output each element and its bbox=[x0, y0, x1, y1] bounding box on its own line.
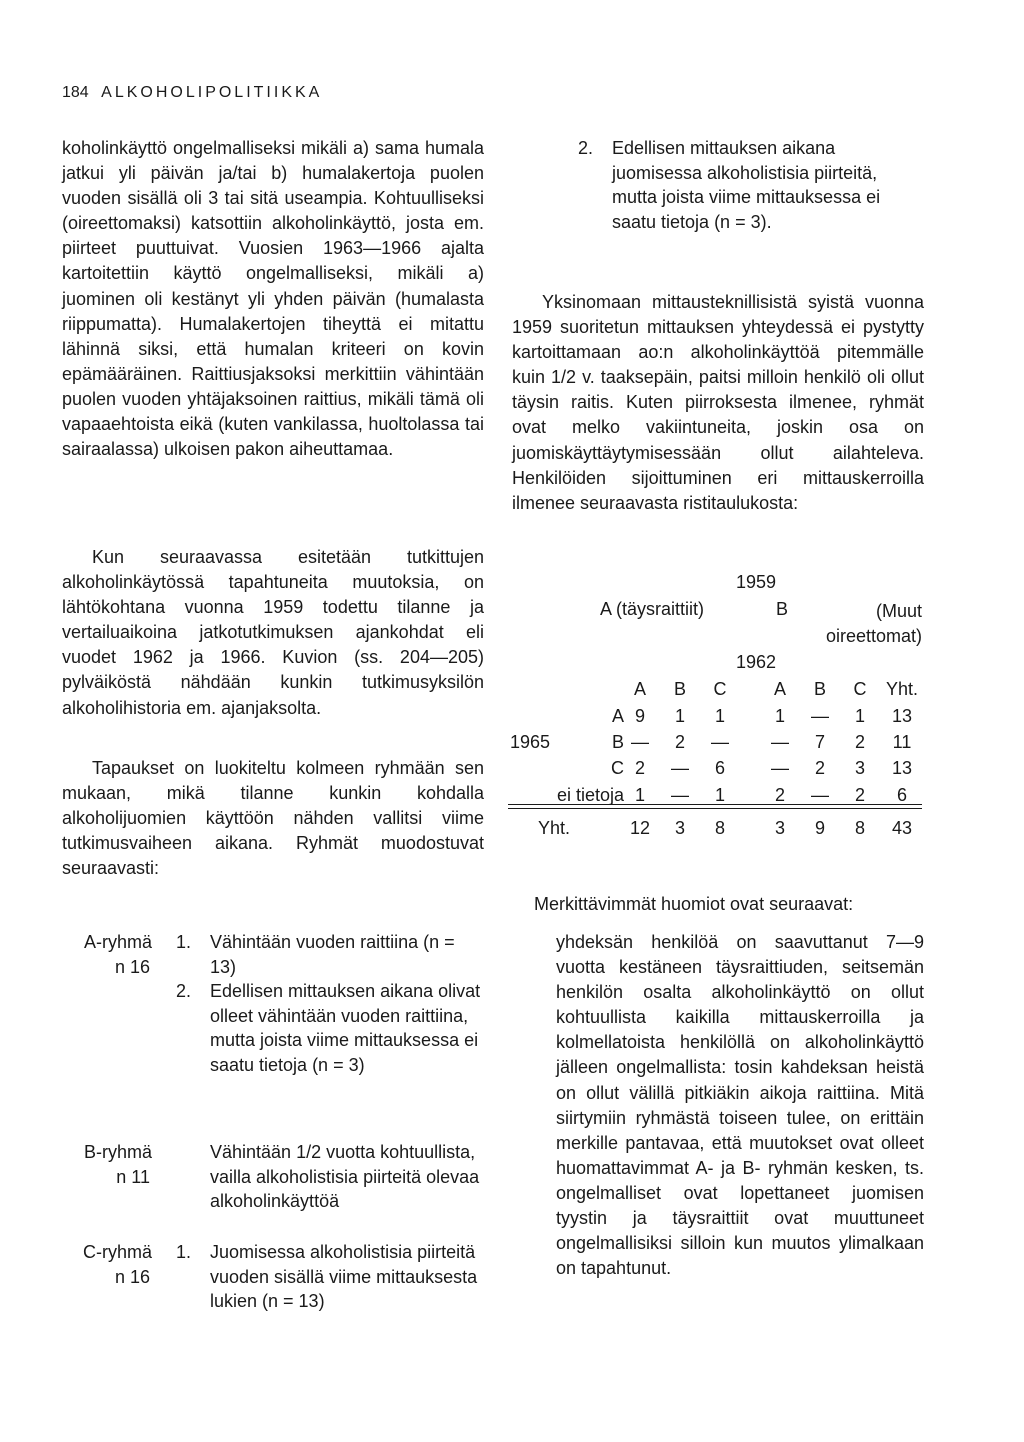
item-text: Edellisen mittauksen aikana juomisessa alkoholistisia piirteitä, mutta joista viime mittauksessa ei saatu tietoja (n = 3). bbox=[612, 138, 881, 232]
group-b-n: n 11 bbox=[116, 1166, 150, 1187]
crosstab-cell: 9 bbox=[634, 706, 645, 726]
group-c-n: n 16 bbox=[114, 1266, 150, 1287]
crosstab-year-1965: 1965 bbox=[510, 732, 551, 752]
crosstab-cell: — bbox=[811, 706, 829, 726]
crosstab-cell: 2 bbox=[854, 732, 865, 752]
crosstab-cell: 3 bbox=[854, 758, 865, 778]
right-paragraph-2: yhdeksän henkilöä on saavuttanut 7—9 vuotta kestäneen täysraittiuden, seitsemän henkilön osalta alkoholinkäyttö on ollut kohtuullista kaikilla mittauskerroilla ja kolmellatoista henkilöllä on alkoholinkäyttö jälleen ongelmallista: tosin kahdeksan heistä on ollut välillä pitkiäkin aikoja raittiina. Mitä siirtymiin ryhmästä toiseen tulee, on erittäin merkille pantavaa, että muutokset ovat olleet huomattavimmat A- ja B- ryhmän kesken, ts. ongelmalliset ovat lopettaneet juomisen tyystin ja täysraittiit ovat muuttuneet ongelmallisiksi silloin kun muutos ylimalkaan on tapahtunut. bbox=[556, 932, 924, 1279]
crosstab-total-cell: 8 bbox=[714, 818, 725, 838]
item-number: 2. bbox=[578, 138, 594, 158]
crosstab-col-header: B bbox=[673, 679, 686, 699]
group-b-label bbox=[52, 1140, 152, 1189]
left-paragraph-2: Kun seuraavassa esitetään tutkittujen alkoholinkäytössä tapahtuneita muutoksia, on lähtökohtana vuonna 1959 todettu tilanne ja vertailuaikoina jatkotutkimuksen ajankohdat eli vuodet 1962 ja 1966. Kuvion (ss. 204—205) pylväiköstä nähdään kunkin tutkimusyksilön alkoholihistoria em. ajanjaksolta. bbox=[62, 547, 484, 718]
crosstab-row-label: A bbox=[611, 706, 624, 726]
crosstab-rule-2 bbox=[508, 808, 922, 809]
crosstab-cell: 2 bbox=[814, 758, 825, 778]
crosstab-col-header: C bbox=[713, 679, 727, 699]
crosstab-cell: 2 bbox=[854, 785, 865, 805]
crosstab-group-b-1959: B bbox=[776, 599, 789, 619]
crosstab-total-cell: 3 bbox=[774, 818, 785, 838]
crosstab-row-label: ei tietoja bbox=[556, 785, 624, 805]
running-header bbox=[62, 84, 322, 102]
crosstab-total-label: Yht. bbox=[538, 818, 571, 838]
group-c-name: C-ryhmä bbox=[82, 1242, 152, 1262]
group-c-items bbox=[176, 1240, 484, 1314]
crosstab-row-label: B bbox=[611, 732, 624, 752]
crosstab-total-cell: 9 bbox=[814, 818, 825, 838]
crosstab-cell: 6 bbox=[896, 785, 907, 805]
crosstab-col-header: C bbox=[853, 679, 867, 699]
crosstab-year-1959: 1959 bbox=[736, 572, 777, 592]
item-number: 1. bbox=[176, 932, 192, 952]
crosstab-cell: 1 bbox=[774, 706, 785, 726]
group-c-item-1 bbox=[176, 1240, 484, 1314]
left-paragraph-3: Tapaukset on luokiteltu kolmeen ryhmään sen mukaan, mikä tilanne kunkin kohdalla alkoholijuomien käyttöön nähden vallitsi viime tutkimusvaiheen aikana. Ryhmät muodostuvat seuraavasti: bbox=[62, 758, 484, 879]
crosstab-cell: 11 bbox=[892, 732, 912, 752]
crosstab-year-1962: 1962 bbox=[736, 652, 777, 672]
item-text: Juomisessa alkoholistisia piirteitä vuoden sisällä viime mittauksesta lukien (n = 13) bbox=[210, 1242, 478, 1311]
item-text: Edellisen mittauksen aikana olivat olleet vähintään vuoden raittiina, mutta joista viime mittauksessa ei saatu tietoja (n = 3) bbox=[210, 981, 481, 1075]
crosstab-col-header: B bbox=[813, 679, 826, 699]
crosstab-cell: 13 bbox=[891, 706, 913, 726]
crosstab-total-cell: 43 bbox=[891, 818, 913, 838]
crosstab-cell: — bbox=[631, 732, 649, 752]
crosstab-rule-1 bbox=[508, 804, 922, 805]
crosstab-cell: — bbox=[671, 785, 689, 805]
group-a-name: A-ryhmä bbox=[83, 932, 152, 952]
crosstab-cell: 1 bbox=[854, 706, 865, 726]
crosstab-cell: — bbox=[711, 732, 729, 752]
crosstab-cell: — bbox=[811, 785, 829, 805]
crosstab-col-header: A bbox=[633, 679, 646, 699]
crosstab-cell: 1 bbox=[674, 706, 685, 726]
crosstab-cell: — bbox=[771, 732, 789, 752]
crosstab-cell: 2 bbox=[774, 785, 785, 805]
left-paragraph-1: koholinkäyttö ongelmalliseksi mikäli a) sama humala jatkui yli päivän ja/tai b) humalakertoja puolen vuoden sisällä oli 3 tai sitä useampia. Kohtuulliseksi (oireettomaksi) katsottiin alkoholinkäyttö, josta em. piirteet puuttuivat. Vuosien 1963—1966 ajalta kartoitettiin käyttö ongelmalliseksi, mikäli a) juominen oli kestänyt yli yhden päivän (humalasta riippumatta). Humalakertojen tiheyttä ei mitattu lähinnä siksi, että humalan kriteeri on kovin epämääräinen. Raittiusjaksoksi merkittiin vähintään puolen vuoden yhtäjaksoinen raittius, mikäli tämä oli vapaaehtoista eikä (kuten vankilassa, huoltolassa tai sairaalassa) ulkoisen pakon aiheuttamaa. bbox=[62, 138, 484, 460]
group-c-label bbox=[52, 1240, 152, 1289]
group-a-item-2 bbox=[176, 979, 484, 1077]
group-a-item-1 bbox=[176, 930, 484, 979]
crosstab-total-cell: 3 bbox=[674, 818, 685, 838]
crosstab-total-cell: 8 bbox=[854, 818, 865, 838]
running-title: ALKOHOLIPOLITIIKKA bbox=[101, 84, 323, 101]
item-text: Vähintään 1/2 vuotta kohtuullista, vailla alkoholistisia piirteitä olevaa alkoholinkäyttöä bbox=[210, 1142, 480, 1211]
crosstab-cell: 6 bbox=[714, 758, 725, 778]
group-b-items bbox=[176, 1140, 484, 1214]
crosstab-cell: — bbox=[671, 758, 689, 778]
crosstab-cell: 1 bbox=[634, 785, 645, 805]
crosstab-cell: 13 bbox=[891, 758, 913, 778]
crosstab-group-c-1959: (Muut oireettomat) bbox=[825, 601, 922, 646]
crosstab-cell: — bbox=[771, 758, 789, 778]
crosstab-row-label: C bbox=[611, 758, 624, 778]
crosstab-cell: 7 bbox=[814, 732, 825, 752]
crosstab-cell: 2 bbox=[674, 732, 685, 752]
item-number: 2. bbox=[176, 981, 192, 1001]
group-c-items-continued bbox=[578, 136, 924, 234]
crosstab-cell: 1 bbox=[714, 706, 725, 726]
findings-title: Merkittävimmät huomiot ovat seuraavat: bbox=[534, 894, 854, 914]
item-number: 1. bbox=[176, 1242, 192, 1262]
group-a-n: n 16 bbox=[114, 956, 150, 977]
crosstab-grid bbox=[500, 572, 940, 852]
group-b-name: B-ryhmä bbox=[83, 1142, 152, 1162]
crosstab-cell: 2 bbox=[634, 758, 645, 778]
group-c-item-2 bbox=[578, 136, 924, 234]
group-a-items bbox=[176, 930, 484, 1077]
crosstab bbox=[500, 572, 940, 852]
crosstab-col-header: Yht. bbox=[885, 679, 919, 699]
crosstab-total-cell: 12 bbox=[629, 818, 651, 838]
group-b-item-1 bbox=[176, 1140, 484, 1214]
page-number: 184 bbox=[62, 84, 89, 101]
crosstab-col-header: A bbox=[773, 679, 786, 699]
right-paragraph-1: Yksinomaan mittausteknillisistä syistä vuonna 1959 suoritetun mittauksen yhteydessä ei pystytty kartoittamaan ao:n alkoholinkäyttöä pitemmälle kuin 1/2 v. taaksepäin, paitsi milloin henkilö oli ollut täysin raitis. Kuten piirroksesta ilmenee, ryhmät ovat melko vakiintuneita, joskin osa on juomiskäyttäytymisessään ollut ailahteleva. Henkilöiden sijoittuminen eri mittauskerroilla ilmenee seuraavasta ristitaulukosta: bbox=[512, 292, 924, 513]
crosstab-group-a-1959: A (täysraittiit) bbox=[600, 599, 705, 619]
crosstab-cell: 1 bbox=[714, 785, 725, 805]
item-text: Vähintään vuoden raittiina (n = 13) bbox=[210, 932, 455, 977]
group-a-label bbox=[52, 930, 152, 979]
